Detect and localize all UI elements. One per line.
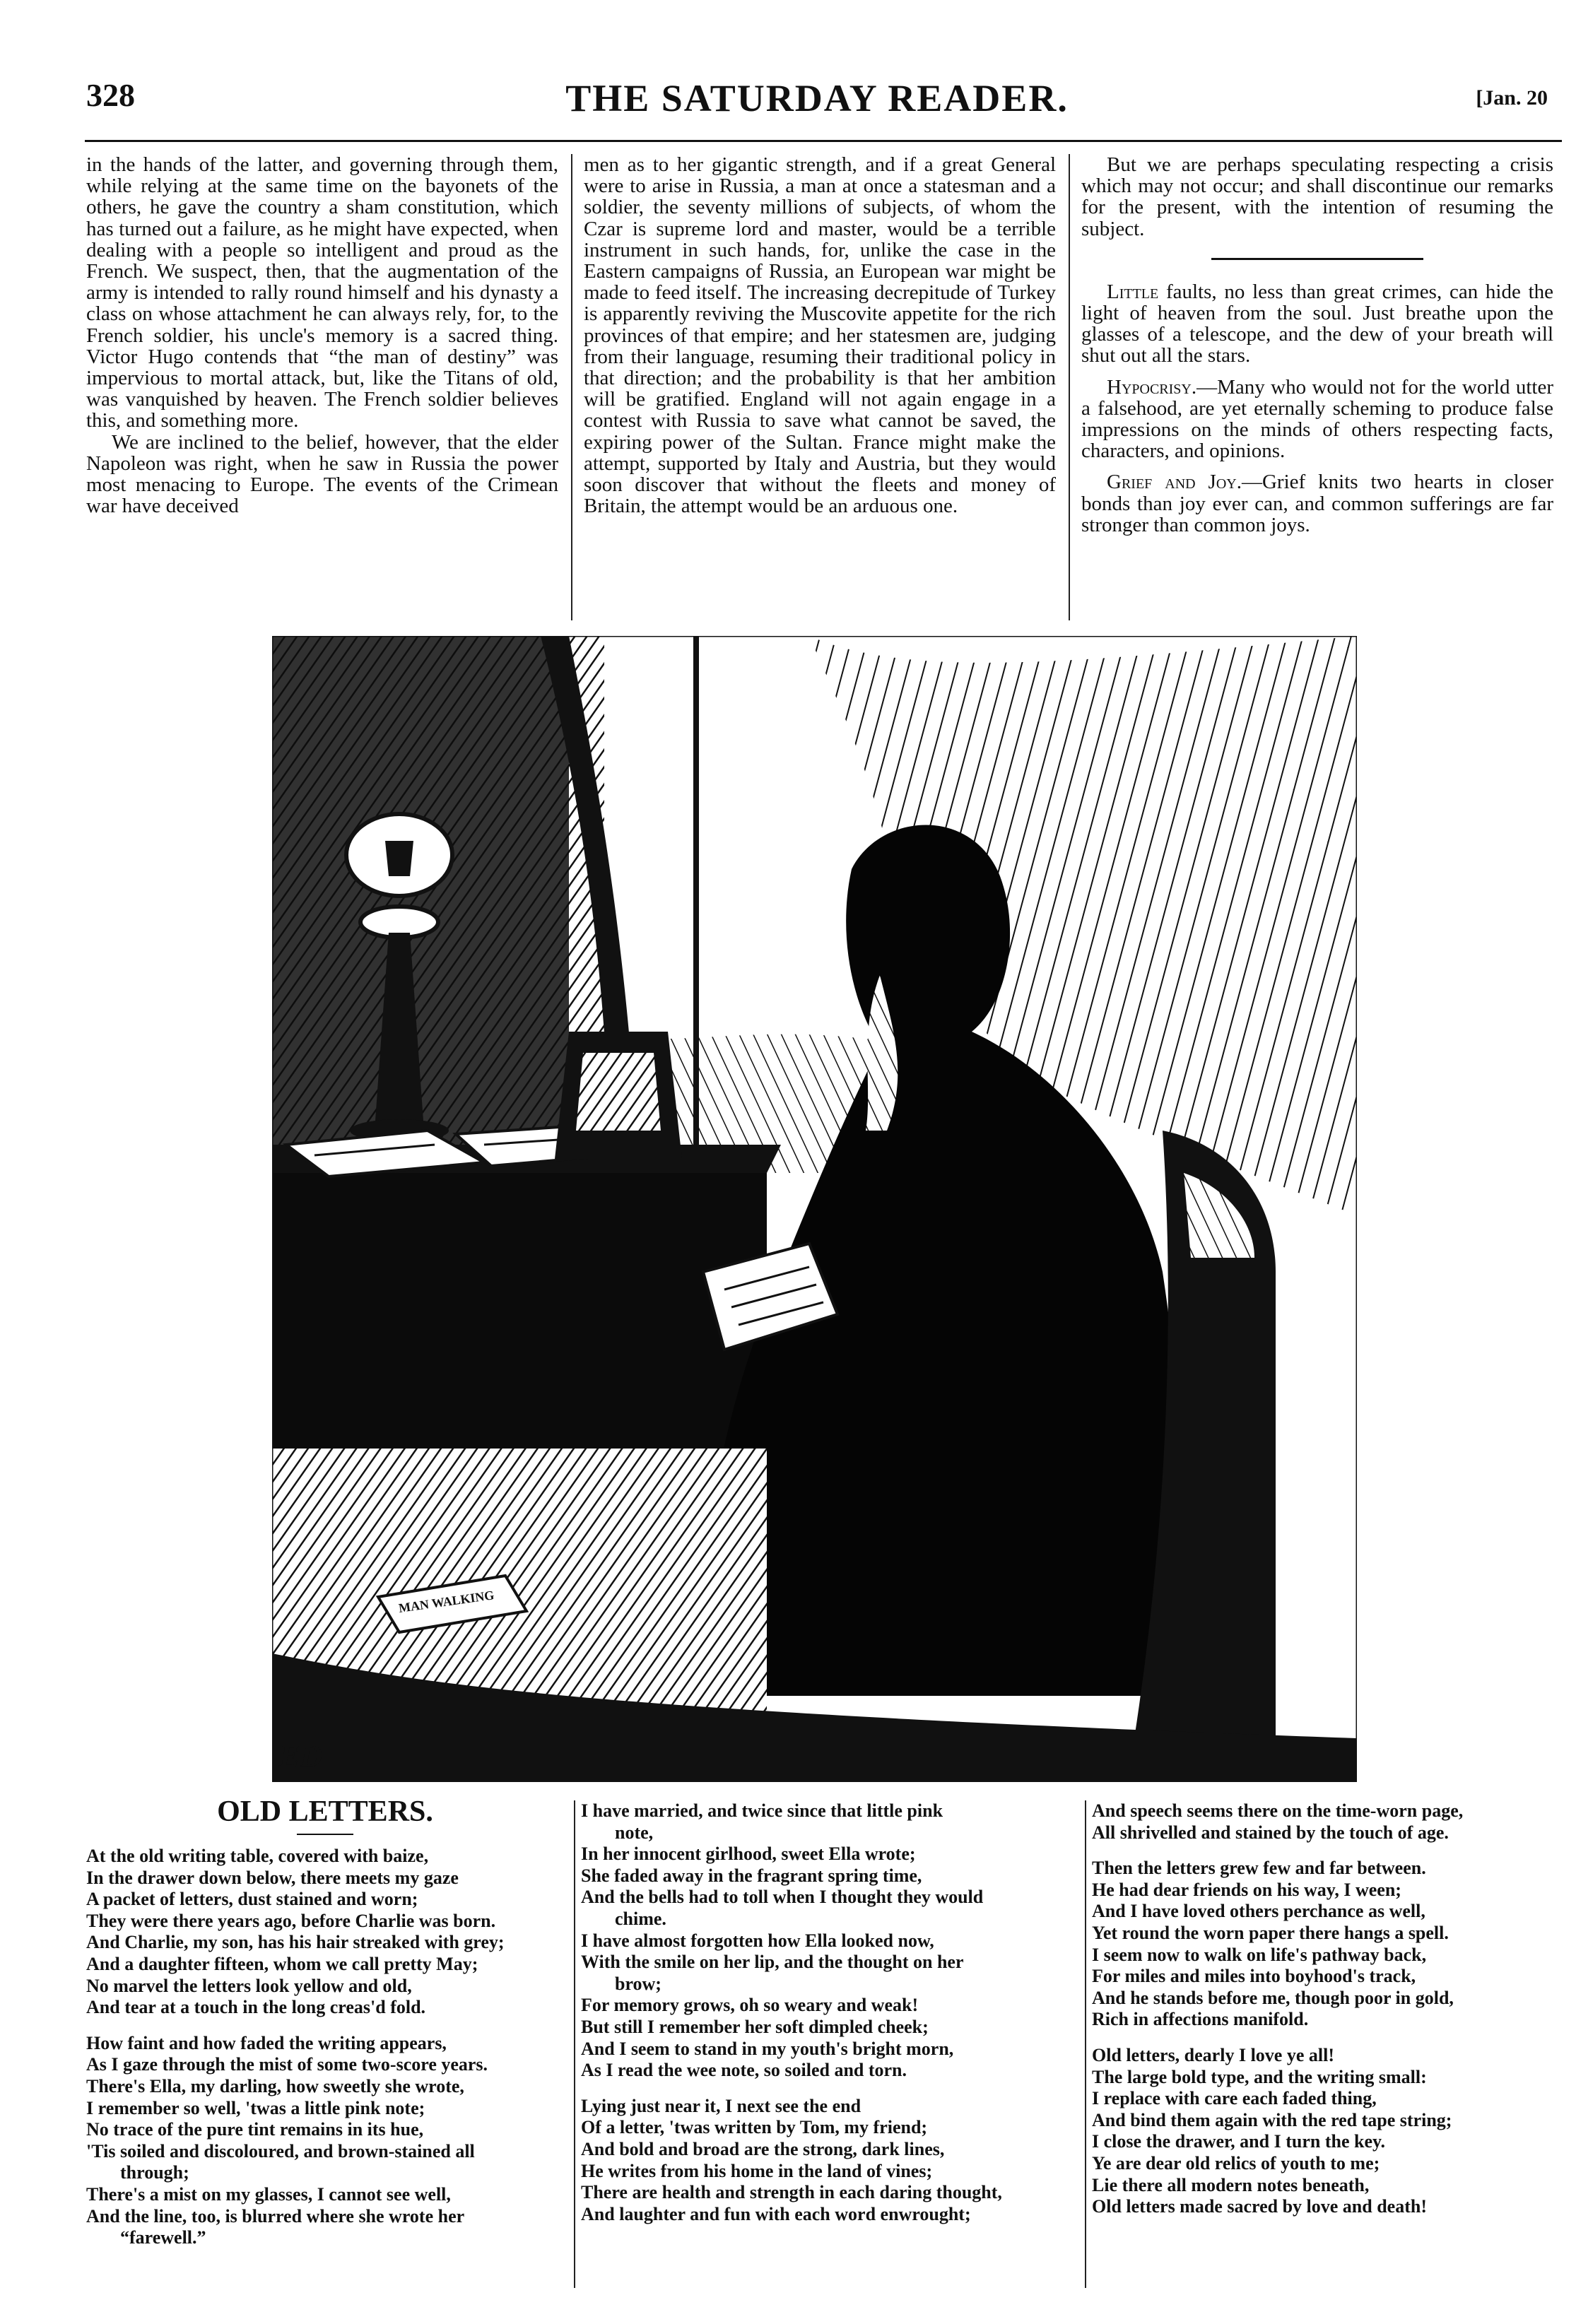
column-divider <box>574 1800 575 2288</box>
floor-paper-text: MAN WALKING <box>397 1588 495 1615</box>
poem-line: And the bells had to toll when I thought they would <box>581 1887 984 1908</box>
article-column-3 <box>1081 154 1553 536</box>
poem-line: The large bold type, and the writing small: <box>1092 2066 1427 2087</box>
poem-line: Ye are dear old relics of youth to me; <box>1092 2152 1380 2173</box>
maxim-grief-and-joy: Grief and Joy.—Grief knits two hearts in closer bonds than joy ever can, and common sufferings are far stronger than common joys. <box>1081 471 1553 536</box>
poem-stanza <box>1092 1858 1558 2031</box>
poem-line: Lie there all modern notes beneath, <box>1092 2174 1370 2195</box>
section-rule <box>1211 258 1423 260</box>
poem-line: But still I remember her soft dimpled cheek; <box>581 2016 929 2037</box>
poem-line: brow; <box>615 1973 661 1994</box>
poem-line: At the old writing table, covered with baize, <box>86 1846 429 1866</box>
poem-line: I replace with care each faded thing, <box>1092 2088 1377 2109</box>
header-rule <box>85 140 1562 142</box>
poem-line: There's a mist on my glasses, I cannot see well, <box>86 2183 451 2205</box>
poem-line: Then the letters grew few and far between. <box>1092 1858 1426 1879</box>
poem-line: chime. <box>615 1908 666 1929</box>
poem-line: I close the drawer, and I turn the key. <box>1092 2131 1386 2152</box>
poem-line: Of a letter, 'twas written by Tom, my friend; <box>581 2117 928 2138</box>
poem-line: In the drawer down below, there meets my gaze <box>86 1867 459 1888</box>
poem-line: No trace of the pure tint remains in its hue, <box>86 2119 424 2140</box>
poem-line: And the line, too, is blurred where she wrote her <box>86 2205 465 2226</box>
page-header <box>86 76 1548 133</box>
writing-desk <box>272 1173 767 1449</box>
poem-column-2 <box>581 1800 1079 2239</box>
poem-line: Rich in affections manifold. <box>1092 2009 1309 2030</box>
poem-line: And Charlie, my son, has his hair streaked with grey; <box>86 1932 505 1953</box>
maxim-lead: Hypocrisy. <box>1107 375 1197 399</box>
poem-line: And bold and broad are the strong, dark lines, <box>581 2138 945 2159</box>
poem-line: Old letters made sacred by love and death! <box>1092 2196 1427 2217</box>
poem-line: She faded away in the fragrant spring time, <box>581 1865 922 1886</box>
poem-title: OLD LETTERS. <box>217 1795 433 1828</box>
poem-line: For memory grows, oh so weary and weak! <box>581 1995 919 2016</box>
poem-stanza <box>86 2033 567 2249</box>
poem-line: In her innocent girlhood, sweet Ella wrote; <box>581 1844 916 1865</box>
maxim-lead: Grief and Joy. <box>1107 471 1242 494</box>
article-paragraph: men as to her gigantic strength, and if a great General were to arise in Russia, a man at once a statesman and a soldier, the seventy millions of subjects, of whom the Czar is supreme lord and master, would be a terrible instrument in such hands, for, unlike the case in the Eastern campaigns of Russia, an European war might be made to feed itself. The increasing decrepitude of Turkey is apparently reviving the Muscovite appetite for the rich provinces of that empire; and her statesmen are, judging from their language, resuming their traditional policy in that direction; and the probability is that her ambition will be gratified. England will not again engage in a contest with Russia to save what cannot be saved, the expiring power of the Sultan. France might make the attempt, supported by Italy and Austria, but they would soon discover that without the fleets and money of Britain, the attempt would be an arduous one. <box>584 153 1056 518</box>
poem-line: I remember so well, 'twas a little pink note; <box>86 2097 425 2118</box>
poem-stanza <box>1092 2045 1558 2218</box>
article-paragraph: in the hands of the latter, and governing through them, while relying at the same time on the bayonets of the others, he gave the country a sham constitution, which has turned out a failure, as he might have expected, when dealing with a people so intelligent and proud as the French. We suspect, then, that the augmentation of the army is intended to rally round himself and his dynasty a class on whose attachment he can always rely, for, to the French soldier, his uncle's memory is a sacred thing. Victor Hugo contends that “the man of destiny” was impervious to mortal attack, but, like the Titans of old, was vanquished by heaven. The French soldier believes this, and something more. <box>86 153 558 432</box>
poem-line: note, <box>615 1822 654 1843</box>
poem-line: And speech seems there on the time-worn page, <box>1092 1800 1464 1821</box>
artist-signature: ED <box>279 1739 323 1774</box>
article-column-1 <box>86 154 558 517</box>
poem-line: He had dear friends on his way, I ween; <box>1092 1879 1401 1900</box>
poem-line: And I seem to stand in my youth's bright morn, <box>581 2038 954 2059</box>
article-column-2 <box>584 154 1056 517</box>
column-divider <box>1069 154 1070 620</box>
column-divider <box>1085 1800 1086 2288</box>
poem-line: And I have loved others perchance as well, <box>1092 1901 1425 1922</box>
poem-line: through; <box>120 2162 189 2183</box>
poem-stanza <box>581 2096 1079 2226</box>
poem-line: Old letters, dearly I love ye all! <box>1092 2044 1334 2065</box>
poem-stanza <box>86 1846 567 2019</box>
maxim-little-faults: Little faults, no less than great crimes, can hide the light of heaven from the soul. Just breathe upon the glasses of a telescope, and the dew of your breath will shut out all the stars. <box>1081 280 1553 367</box>
title-rule <box>297 1834 353 1835</box>
poem-line: I have almost forgotten how Ella looked now, <box>581 1930 934 1951</box>
poem-stanza <box>1092 1800 1558 1844</box>
poem-line: “farewell.” <box>120 2227 206 2248</box>
poem-line: And bind them again with the red tape string; <box>1092 2109 1452 2130</box>
maxim-lead: Little <box>1107 280 1159 303</box>
poem-line: They were there years ago, before Charlie was born. <box>86 1910 496 1931</box>
poem-line: As I read the wee note, so soiled and torn. <box>581 2060 907 2081</box>
poem-column-1 <box>86 1846 567 2263</box>
poem-line: All shrivelled and stained by the touch of age. <box>1092 1822 1449 1843</box>
poem-line: For miles and miles into boyhood's track, <box>1092 1966 1416 1987</box>
poem-line: There's Ella, my darling, how sweetly she wrote, <box>86 2075 464 2096</box>
issue-date: [Jan. 20 <box>1476 86 1548 110</box>
poem-line: As I gaze through the mist of some two-score years. <box>86 2054 488 2075</box>
article-paragraph: But we are perhaps speculating respecting a crisis which may not occur; and shall discontinue our remarks for the present, with the intention of resuming the subject. <box>1081 153 1553 240</box>
poem-line: 'Tis soiled and discoloured, and brown-stained all <box>86 2140 475 2161</box>
poem-line: With the smile on her lip, and the thought on her <box>581 1952 964 1973</box>
poem-stanza <box>581 1800 1079 2082</box>
poem-column-3 <box>1092 1800 1558 2232</box>
poem-line: Lying just near it, I next see the end <box>581 2095 861 2116</box>
engraving-old-man-reading-letters <box>272 636 1357 1782</box>
column-divider <box>571 154 572 620</box>
poem-line: And tear at a touch in the long creas'd fold. <box>86 1997 426 2018</box>
poem-line: Yet round the worn paper there hangs a spell. <box>1092 1922 1449 1943</box>
poem-line: And he stands before me, though poor in gold, <box>1092 1987 1454 2008</box>
poem-line: I have married, and twice since that little pink <box>581 1800 943 1821</box>
page-number: 328 <box>86 77 135 113</box>
poem-line: A packet of letters, dust stained and worn; <box>86 1889 418 1910</box>
masthead-title: THE SATURDAY READER. <box>565 77 1069 119</box>
poem-line: He writes from his home in the land of vines; <box>581 2160 933 2181</box>
poem-line: No marvel the letters look yellow and old, <box>86 1975 412 1996</box>
maxim-hypocrisy: Hypocrisy.—Many who would not for the world utter a falsehood, are yet eternally scheming to produce false impressions on the minds of others respecting facts, characters, and opinions. <box>1081 375 1553 463</box>
article-paragraph: We are inclined to the belief, however, that the elder Napoleon was right, when he saw in Russia the power most menacing to Europe. The events of the Crimean war have deceived <box>86 430 558 518</box>
poem-line: And laughter and fun with each word enwrought; <box>581 2203 971 2224</box>
poem-line: There are health and strength in each daring thought, <box>581 2182 1002 2203</box>
poem-line: And a daughter fifteen, whom we call pretty May; <box>86 1953 478 1974</box>
poem-line: How faint and how faded the writing appears, <box>86 2032 447 2053</box>
poem-line: I seem now to walk on life's pathway back, <box>1092 1944 1427 1965</box>
